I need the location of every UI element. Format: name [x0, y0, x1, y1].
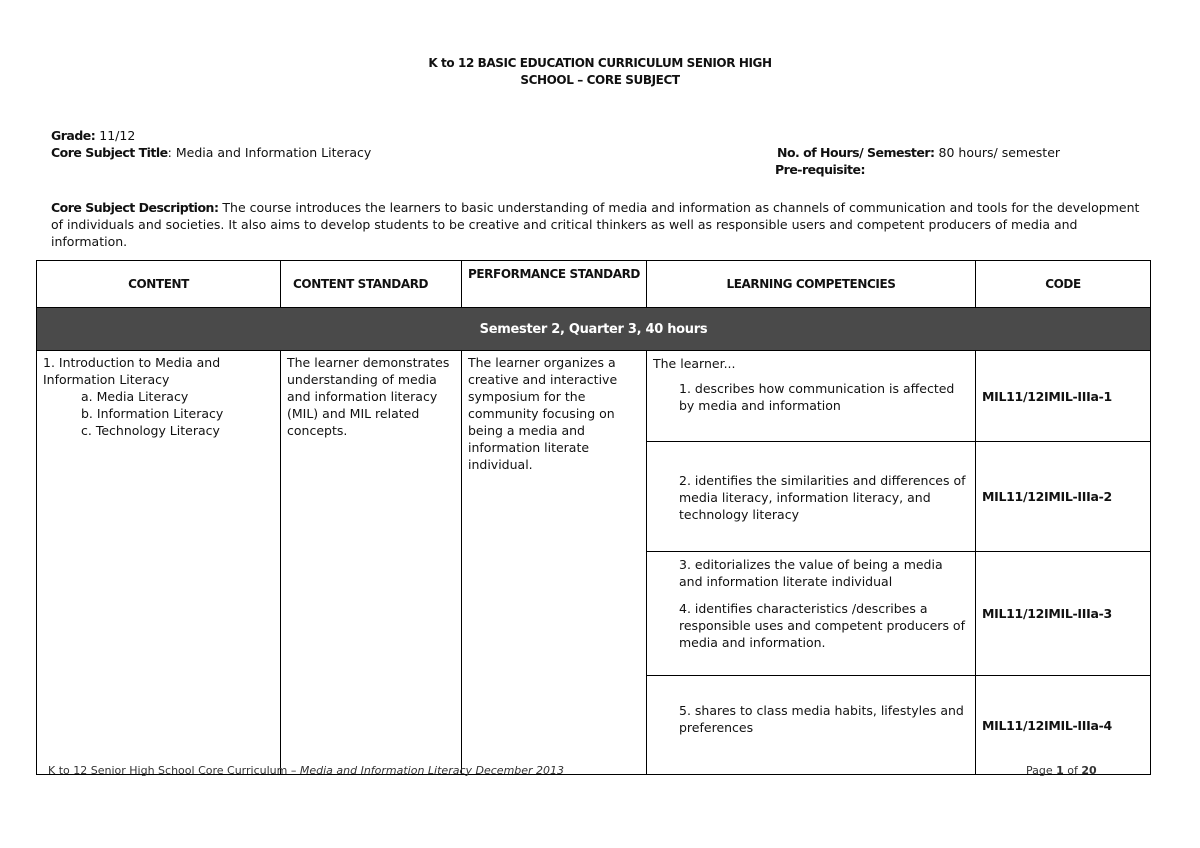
competency-cell — [647, 676, 976, 775]
page-total: 20 — [1081, 764, 1097, 777]
header-performance-standard: PERFORMANCE STANDARD — [462, 261, 647, 308]
semester-label: Semester 2, Quarter 3, 40 hours — [37, 308, 1151, 351]
competency-cell — [647, 442, 976, 552]
competency-item: 3. editorializes the value of being a media and information literate individual — [679, 557, 943, 589]
content-main: 1. Introduction to Media and Information Literacy — [43, 355, 221, 387]
header-code: CODE — [976, 261, 1151, 308]
hours-line — [777, 144, 1060, 161]
prerequisite-label: Pre-requisite: — [775, 162, 865, 177]
content-item: c. Technology Literacy — [81, 423, 220, 438]
table-row — [37, 351, 1151, 442]
competency-item: 2. identifies the similarities and differences of media literacy, information literacy, and technology literacy — [679, 473, 966, 522]
grade-line — [51, 127, 135, 144]
code-cell: MIL11/12IMIL-IIIa-4 — [976, 676, 1151, 775]
code-cell: MIL11/12IMIL-IIIa-3 — [976, 552, 1151, 676]
subject-title-value: : Media and Information Literacy — [167, 145, 372, 160]
subject-description — [51, 199, 1146, 250]
performance-standard-cell: The learner organizes a creative and interactive symposium for the community focusing on being a media and information literate individual. — [462, 351, 647, 775]
content-item: b. Information Literacy — [81, 406, 224, 421]
hours-value: 80 hours/ semester — [934, 145, 1061, 160]
page-mid: of — [1063, 764, 1082, 777]
semester-row — [37, 308, 1151, 351]
code-cell: MIL11/12IMIL-IIIa-2 — [976, 442, 1151, 552]
description-label: Core Subject Description: — [51, 200, 219, 215]
prerequisite-line — [775, 161, 865, 178]
competency-item: 4. identifies characteristics /describes a responsible uses and competent producers of media and information. — [679, 601, 965, 650]
grade-value: 11/12 — [95, 128, 136, 143]
header-content: CONTENT — [37, 261, 281, 308]
title-line-2: SCHOOL – CORE SUBJECT — [520, 73, 680, 87]
competency-item: 1. describes how communication is affected by media and information — [679, 381, 955, 413]
curriculum-table — [36, 260, 1151, 775]
subject-title-line — [51, 144, 371, 161]
grade-label: Grade: — [51, 128, 96, 143]
title-line-1: K to 12 BASIC EDUCATION CURRICULUM SENIOR HIGH — [428, 56, 772, 70]
header-learning-competencies: LEARNING COMPETENCIES — [647, 261, 976, 308]
content-cell — [37, 351, 281, 775]
content-item: a. Media Literacy — [81, 389, 189, 404]
footer-italic: Media and Information Literacy December 2013 — [299, 764, 565, 777]
document-title — [0, 55, 1200, 89]
content-standard-cell: The learner demonstrates understanding of media and information literacy (MIL) and MIL related concepts. — [281, 351, 462, 775]
competency-item: 5. shares to class media habits, lifestyles and preferences — [679, 703, 964, 735]
page-current: 1 — [1056, 764, 1064, 777]
hours-label: No. of Hours/ Semester: — [777, 145, 935, 160]
footer-text — [48, 764, 564, 777]
competency-intro: The learner... — [653, 356, 736, 371]
description-text: The course introduces the learners to basic understanding of media and information as channels of communication and tools for the development of individuals and societies. It also aims to develop students to be creative and critical thinkers as well as responsible users and competent producers of media and information. — [51, 200, 1140, 249]
page-prefix: Page — [1026, 764, 1057, 777]
header-row — [37, 261, 1151, 308]
header-content-standard: CONTENT STANDARD — [281, 261, 462, 308]
code-cell: MIL11/12IMIL-IIIa-1 — [976, 351, 1151, 442]
subject-title-label: Core Subject Title — [51, 145, 168, 160]
footer-prefix: K to 12 Senior High School Core Curriculum – — [48, 764, 300, 777]
competency-cell — [647, 351, 976, 442]
competency-cell — [647, 552, 976, 676]
page-number — [1026, 764, 1097, 777]
